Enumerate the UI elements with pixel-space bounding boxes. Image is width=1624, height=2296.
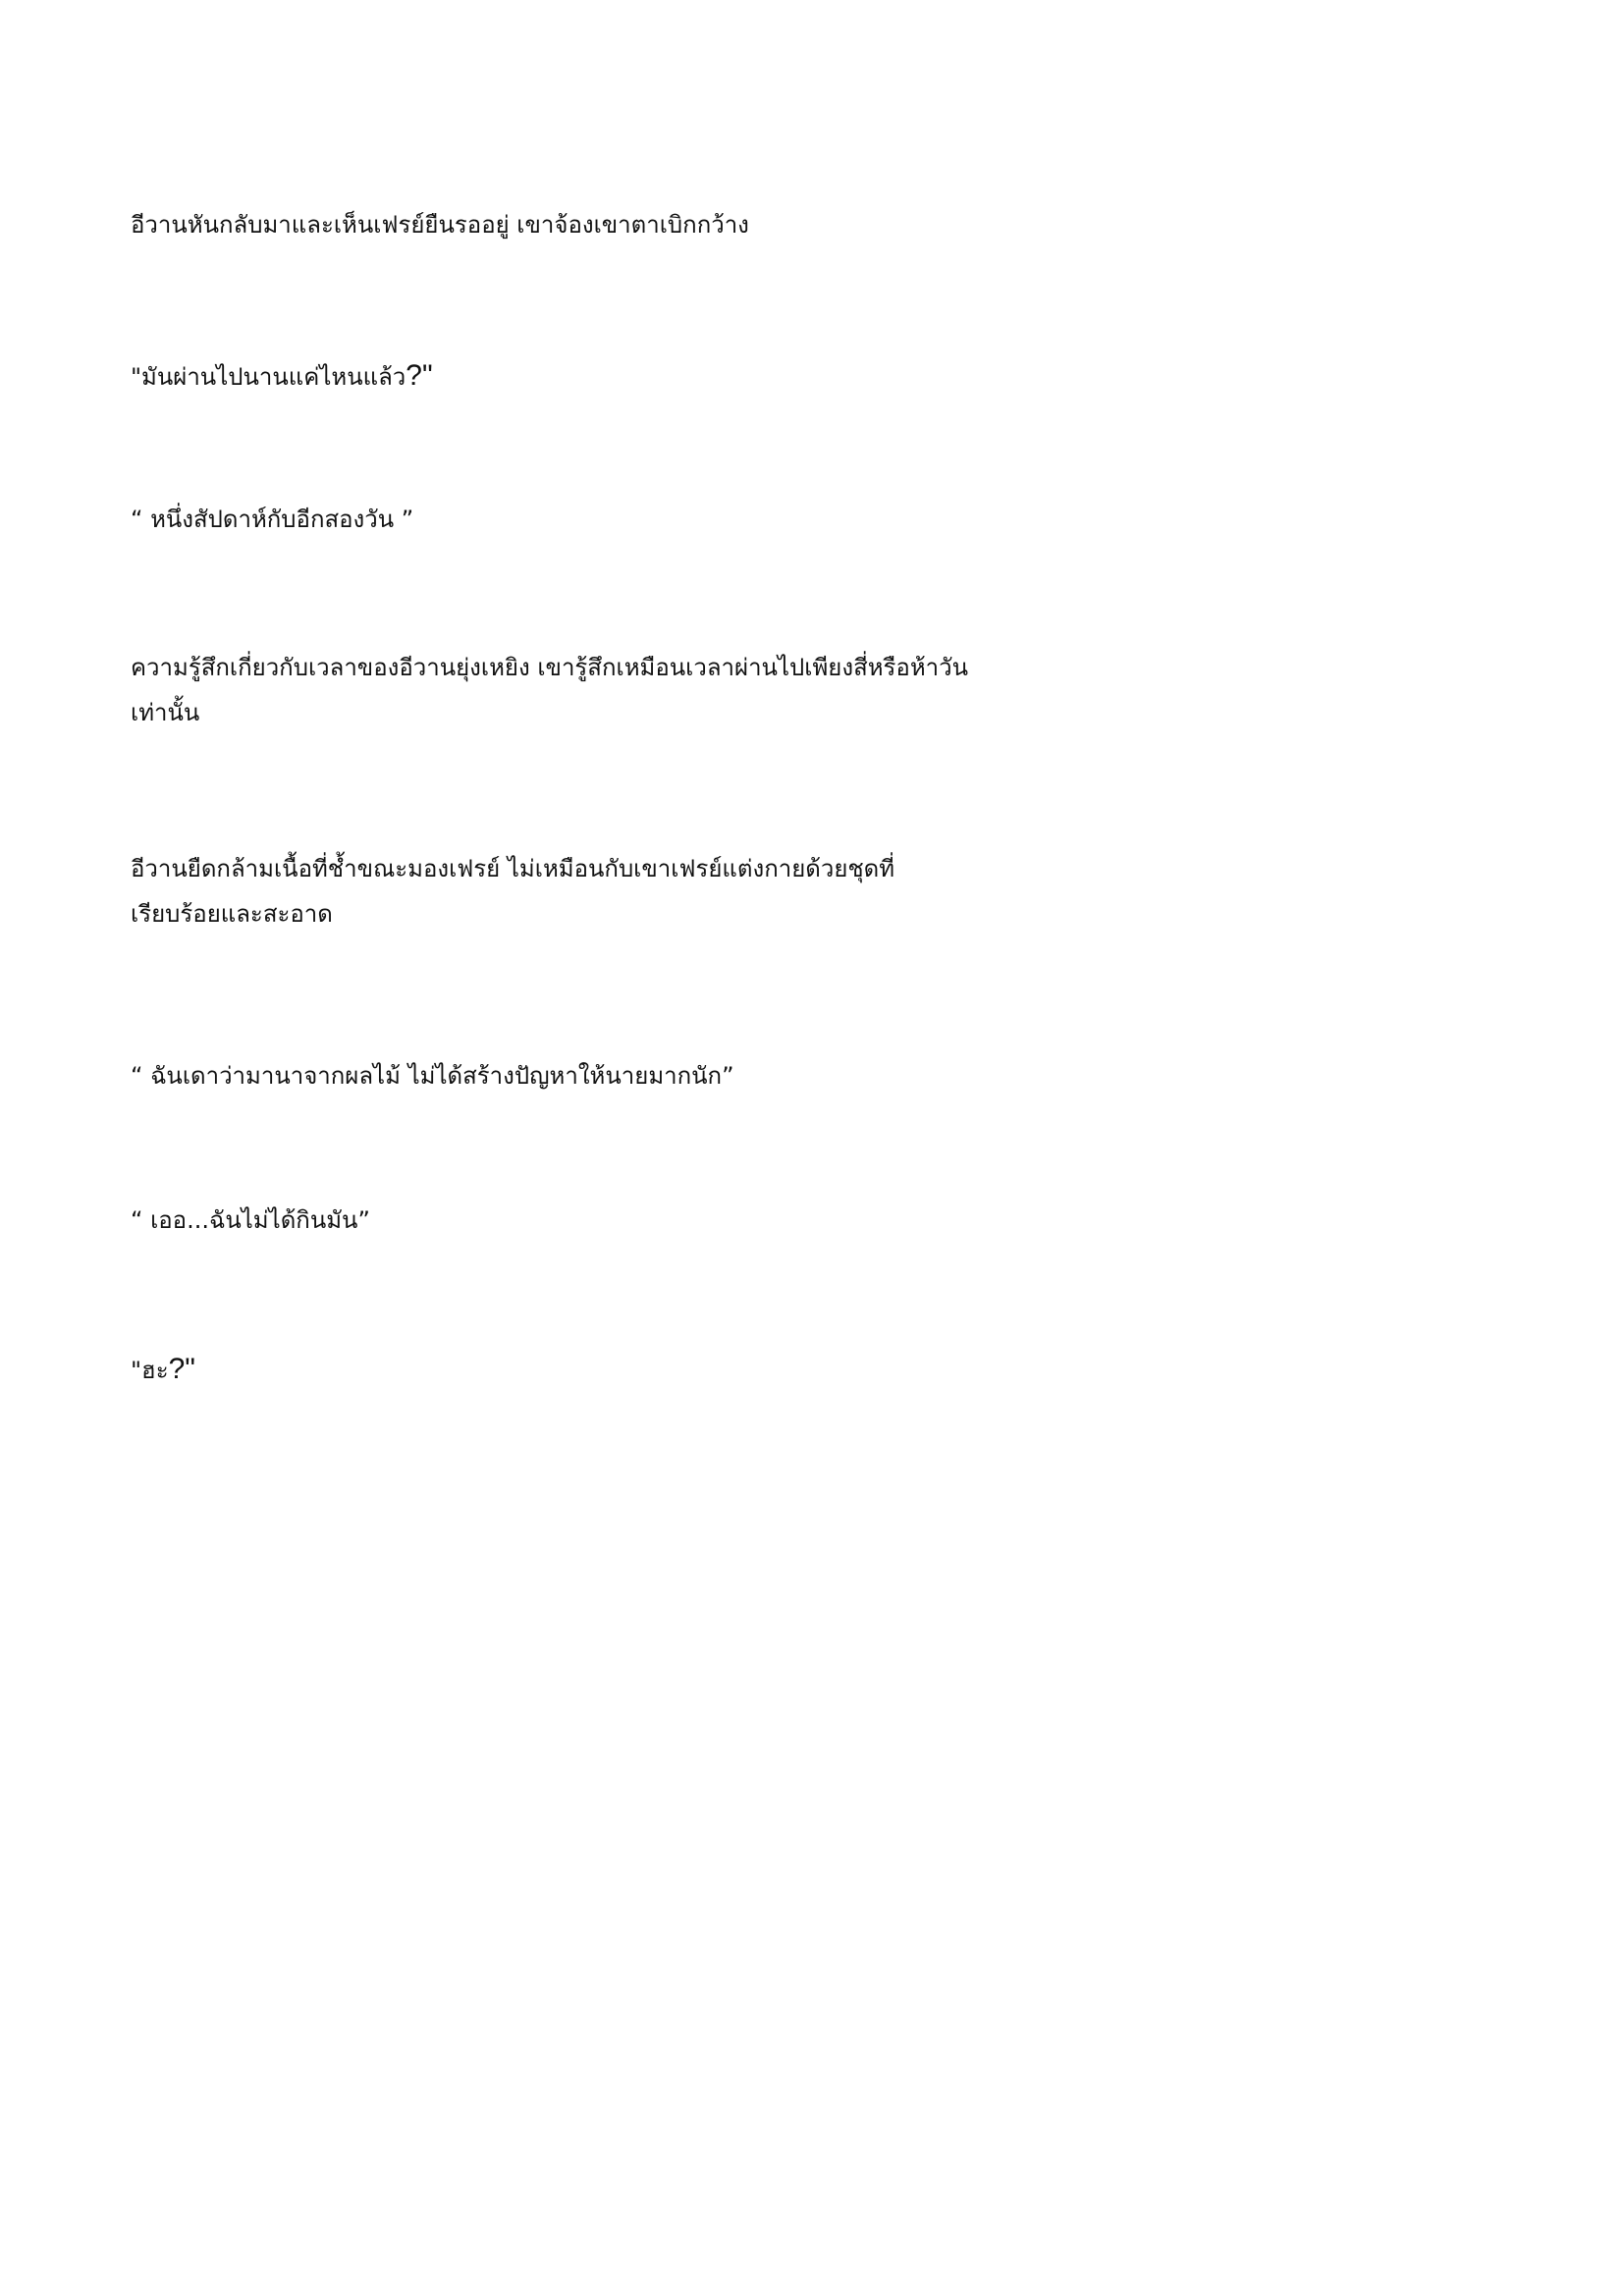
paragraph-text: อีวานหันกลับมาและเห็นเฟรย์ยืนรออยู่ เขาจ้องเขาตาเบิกกว้าง — [131, 211, 749, 239]
paragraph-3 — [131, 497, 975, 542]
paragraph-5 — [131, 846, 975, 936]
paragraph-text: “ เออ...ฉันไม่ได้กินมัน” — [131, 1206, 370, 1234]
paragraph-6 — [131, 1053, 975, 1098]
paragraph-2 — [131, 353, 975, 400]
paragraph-text: ความรู้สึกเกี่ยวกับเวลาของอีวานยุ่งเหยิง เขารู้สึกเหมือนเวลาผ่านไปเพียงสี่หรือห้าวัน เท่านั้น — [131, 654, 969, 726]
paragraph-1 — [131, 202, 975, 247]
question-mark: ?" — [168, 1353, 195, 1385]
paragraph-text: อีวานยืดกล้ามเนื้อที่ช้ำขณะมองเฟรย์ ไม่เหมือนกับเขาเฟรย์แต่งกายด้วยชุดที่ เรียบร้อยและสะอาด — [131, 855, 895, 928]
paragraph-8 — [131, 1347, 975, 1393]
paragraph-4 — [131, 645, 975, 735]
paragraph-7 — [131, 1198, 975, 1243]
paragraph-text: “ ฉันเดาว่ามานาจากผลไม้ ไม่ได้สร้างปัญหาให้นายมากนัก” — [131, 1062, 734, 1090]
paragraph-text: "ฮะ — [131, 1357, 169, 1384]
paragraph-text: “ หนึ่งสัปดาห์กับอีกสองวัน ” — [131, 506, 414, 533]
document-page — [0, 0, 1084, 1532]
paragraph-text: "มันผ่านไปนานแค่ไหนแล้ว — [131, 363, 406, 391]
question-mark: ?" — [406, 359, 433, 392]
